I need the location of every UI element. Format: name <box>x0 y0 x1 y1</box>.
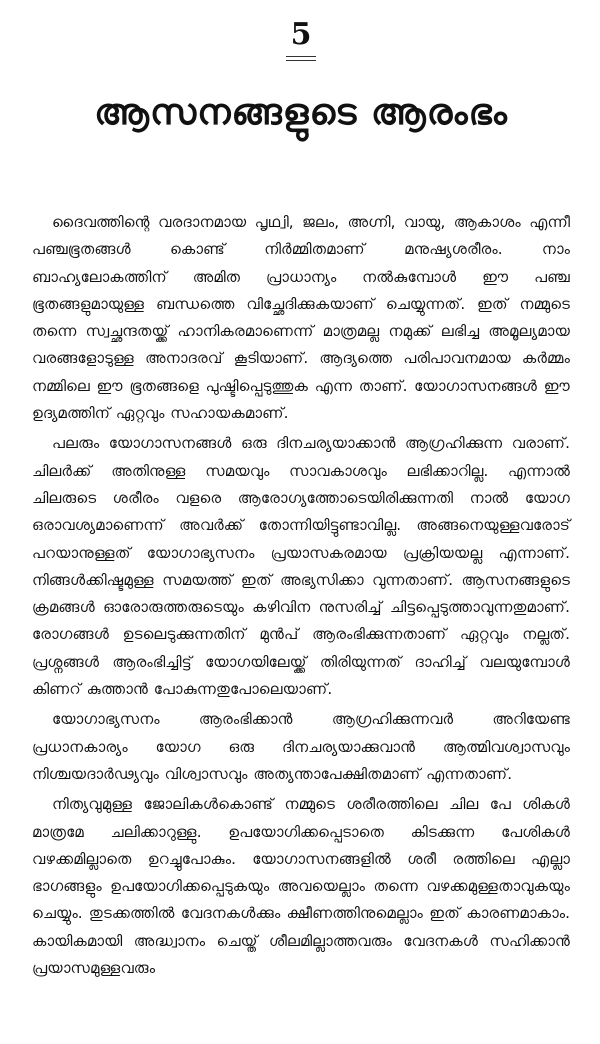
paragraph-2: പലരും യോഗാസനങ്ങൾ ഒരു ദിനചര്യയാക്കാൻ ആഗ്രഹിക്കുന്ന വരാണ്. ചിലർക്ക് അതിനുള്ള സമയവും സാവകാശവും ലഭിക്കാറില്ല. എന്നാൽ ചിലരുടെ ശരീരം വളരെ ആരോഗ്യത്തോടെയിരിക്കുന്നതി നാൽ യോഗ ഒരാവശ്യമാണെന്ന് അവർക്ക് തോന്നിയിട്ടുണ്ടാവില്ല. അങ്ങനെയുള്ളവരോട് പറയാനുള്ളത് യോഗാഭ്യസനം പ്രയാസകരമായ പ്രക്രിയയല്ല എന്നാണ്. നിങ്ങൾക്കിഷ്ടമുള്ള സമയത്ത് ഇത് അഭ്യസിക്കാ വുന്നതാണ്. ആസനങ്ങളുടെ ക്രമങ്ങൾ ഓരോരുത്തരുടെയും കഴിവിന നുസരിച്ച് ചിട്ടപ്പെടുത്താവുന്നതുമാണ്. രോഗങ്ങൾ ഉടലെടുക്കുന്നതിന് മുൻപ് ആരംഭിക്കുന്നതാണ് ഏറ്റവും നല്ലത്. പ്രശ്നങ്ങൾ ആരംഭിച്ചിട്ട് യോഗയിലേയ്ക്ക് തിരിയുന്നത് ദാഹിച്ച് വലയുമ്പോൾ കിണറ് കുത്താൻ പോകുന്നതുപോലെയാണ്. <box>32 434 570 699</box>
chapter-title: ആസനങ്ങളുടെ ആരംഭം <box>94 92 508 133</box>
paragraph-4: നിത്യവുമുള്ള ജോലികൾകൊണ്ട് നമ്മുടെ ശരീരത്തിലെ ചില പേ ശികൾ മാത്രമേ ചലിക്കാറുള്ളു. ഉപയോഗിക്കപ്പെടാതെ കിടക്കുന്ന പേശികൾ വഴക്കമില്ലാതെ ഉറച്ചുപോകും. യോഗാസനങ്ങളിൽ ശരീ രത്തിലെ എല്ലാ ഭാഗങ്ങളും ഉപയോഗിക്കപ്പെടുകയും അവയെല്ലാം തന്നെ വഴക്കമുള്ളതാവുകയും ചെയ്യും. തുടക്കത്തിൽ വേദനകൾക്കും ക്ഷീണത്തിനുമെല്ലാം ഇത് കാരണമാകാം. കായികമായി അദ്ധ്വാനം ചെയ്ത് ശീലമില്ലാത്തവരും വേദനകൾ സഹിക്കാൻ പ്രയാസമുള്ളവരും <box>32 795 570 978</box>
chapter-number: 5 <box>290 17 312 52</box>
paragraph-1: ദൈവത്തിന്റെ വരദാനമായ പൃഥ്വി, ജലം, അഗ്നി, വായു, ആകാശം എന്നീ പഞ്ചഭൂതങ്ങൾ കൊണ്ട് നിർമ്മിതമാണ് മനുഷ്യശരീരം. നാം ബാഹ്യലോകത്തിന് അമിത പ്രാധാന്യം നൽകുമ്പോൾ ഈ പഞ്ച ഭൂതങ്ങളുമായുള്ള ബന്ധത്തെ വിച്ഛേദിക്കുകയാണ് ചെയ്യുന്നത്. ഇത് നമ്മുടെ തന്നെ സ്വച്ഛന്ദതയ്ക്ക് ഹാനികരമാണെന്ന് മാത്രമല്ല നമുക്ക് ലഭിച്ച അമൂല്യമായ വരങ്ങളോടുള്ള അനാദരവ് കൂടിയാണ്. ആദ്യത്തെ പരിപാവനമായ കർമ്മം നമ്മിലെ ഈ ഭൂതങ്ങളെ പുഷ്ടിപ്പെടുത്തുക എന്ന താണ്. യോഗാസനങ്ങൾ ഈ ഉദ്യമത്തിന് ഏറ്റവും സഹായകമാണ്. <box>32 213 570 423</box>
chapter-number-underline <box>286 56 316 61</box>
paragraph-3: യോഗാഭ്യസനം ആരംഭിക്കാൻ ആഗ്രഹിക്കുന്നവർ അറിയേണ്ട പ്രധാനകാര്യം യോഗ ഒരു ദിനചര്യയാക്കുവാൻ ആത്മിവശ്വാസവും നിശ്ചയദാർഢ്യവും വിശ്വാസവും അത്യന്താപേക്ഷിതമാണ് എന്നതാണ്. <box>32 710 570 783</box>
chapter-body <box>32 209 570 982</box>
